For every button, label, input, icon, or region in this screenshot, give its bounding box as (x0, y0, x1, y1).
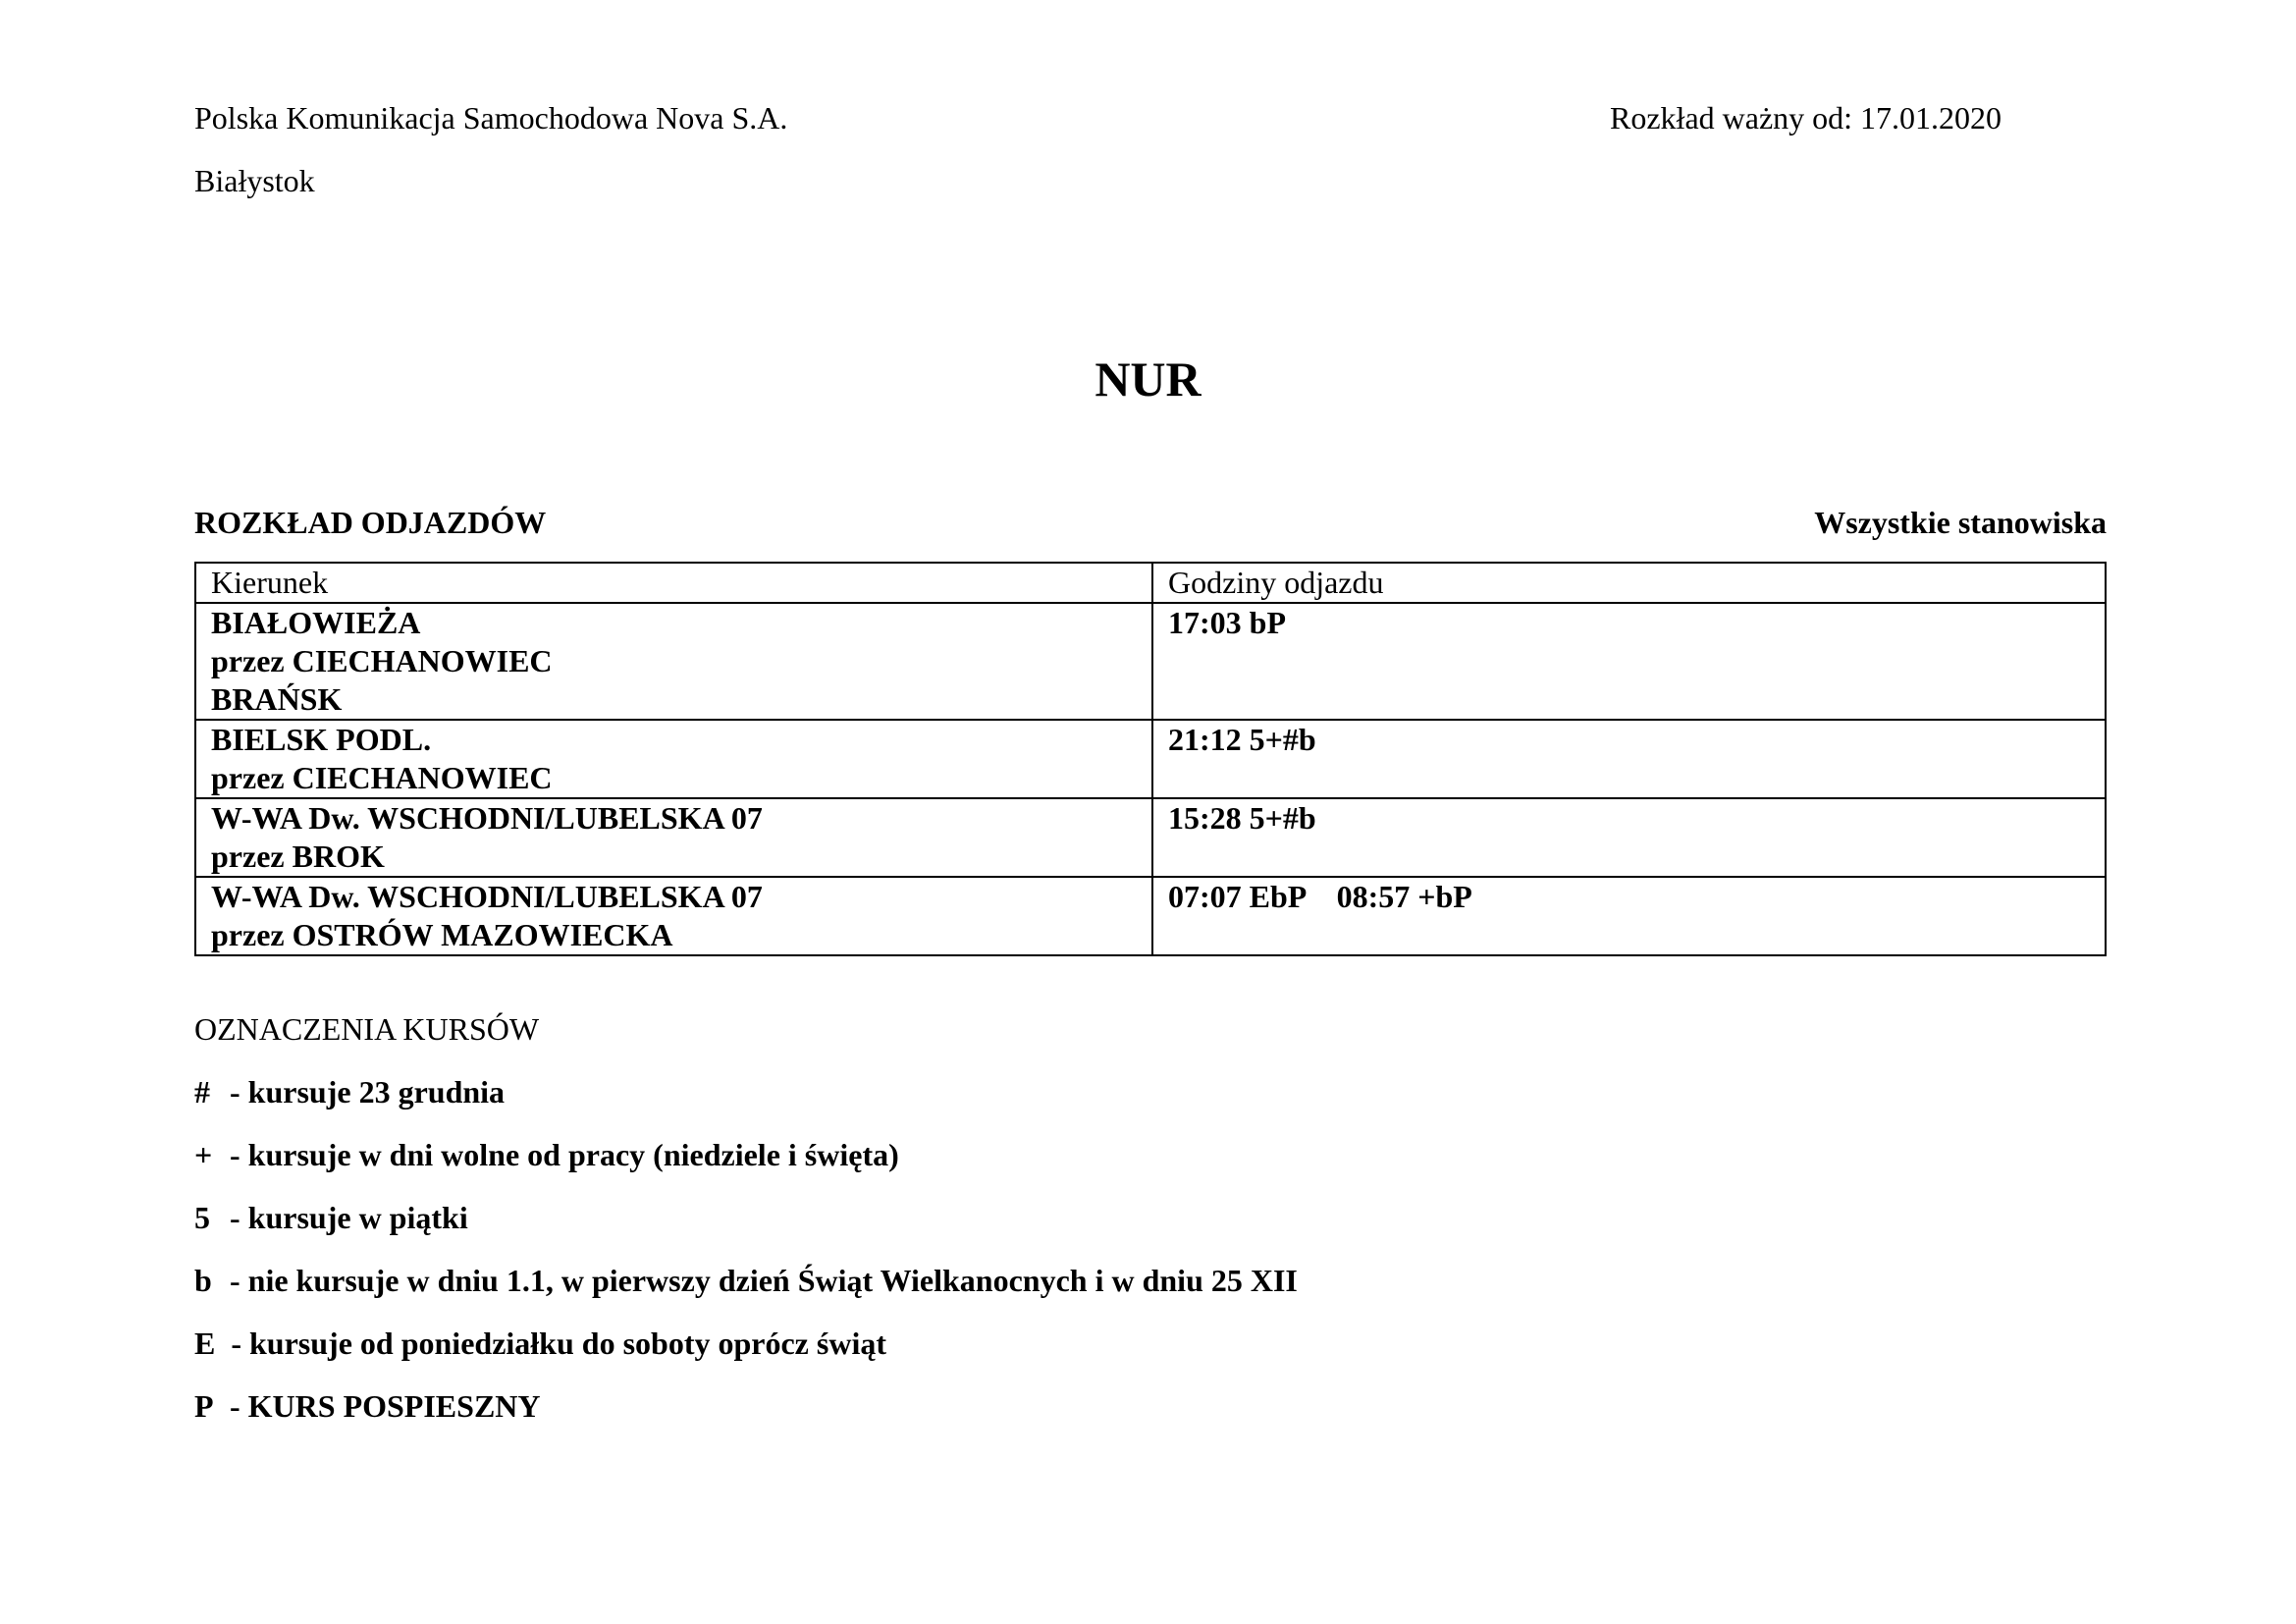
table-header-row (195, 563, 2106, 603)
legend-text: - kursuje 23 grudnia (230, 1074, 506, 1110)
legend-item (194, 1324, 1298, 1386)
direction-cell (195, 877, 1152, 955)
via-stop: przez CIECHANOWIEC (211, 760, 553, 795)
via-stop: BRAŃSK (211, 681, 343, 717)
direction-cell (195, 603, 1152, 720)
departure-times-cell (1152, 603, 2106, 720)
direction-cell (195, 798, 1152, 877)
table-row (195, 877, 2106, 955)
legend-text: - KURS POSPIESZNY (230, 1388, 541, 1424)
legend-item (194, 1261, 1298, 1324)
legend-symbol: b (194, 1263, 212, 1298)
destination: BIAŁOWIEŻA (211, 605, 421, 640)
departure-times-cell (1152, 798, 2106, 877)
legend-text: - kursuje w dni wolne od pracy (niedziele i święta) (230, 1137, 899, 1172)
direction-cell (195, 720, 1152, 798)
departures-table (194, 562, 2107, 956)
via-stop: przez BROK (211, 839, 385, 874)
legend-item (194, 1135, 1298, 1198)
legend-symbol: E (194, 1326, 216, 1361)
legend-symbol: 5 (194, 1200, 210, 1235)
valid-from-date: Rozkład ważny od: 17.01.2020 (1610, 100, 2002, 135)
departures-heading: ROZKŁAD ODJAZDÓW (194, 505, 547, 540)
departure-time: 07:07 EbP (1168, 879, 1306, 914)
legend-list (194, 1072, 1298, 1449)
via-stop: przez CIECHANOWIEC (211, 643, 553, 678)
table-row (195, 798, 2106, 877)
legend-symbol: # (194, 1074, 210, 1110)
table-row (195, 720, 2106, 798)
departure-times-cell (1152, 720, 2106, 798)
departures-header: Godziny odjazdu (1152, 563, 2106, 603)
legend-item (194, 1072, 1298, 1135)
departure-time: 21:12 5+#b (1168, 722, 1316, 757)
departure-times-cell (1152, 877, 2106, 955)
legend-symbol: P (194, 1388, 214, 1424)
legend-text: - nie kursuje w dniu 1.1, w pierwszy dzień Świąt Wielkanocnych i w dniu 25 XII (230, 1263, 1298, 1298)
legend-item (194, 1386, 1298, 1449)
departure-time: 17:03 bP (1168, 605, 1286, 640)
departure-time: 15:28 5+#b (1168, 800, 1316, 836)
legend-symbol: + (194, 1137, 213, 1172)
stations-label: Wszystkie stanowiska (1814, 505, 2107, 540)
stop-name-title: NUR (1095, 352, 1201, 406)
destination: BIELSK PODL. (211, 722, 432, 757)
departure-time: 08:57 +bP (1336, 879, 1472, 914)
legend-text: - kursuje od poniedziałku do soboty oprócz świąt (231, 1326, 886, 1361)
destination: W-WA Dw. WSCHODNI/LUBELSKA 07 (211, 800, 763, 836)
legend-text: - kursuje w piątki (230, 1200, 468, 1235)
via-stop: przez OSTRÓW MAZOWIECKA (211, 917, 673, 952)
company-city: Białystok (194, 163, 315, 198)
company-name: Polska Komunikacja Samochodowa Nova S.A. (194, 100, 788, 135)
legend-title: OZNACZENIA KURSÓW (194, 1011, 540, 1047)
table-row (195, 603, 2106, 720)
destination: W-WA Dw. WSCHODNI/LUBELSKA 07 (211, 879, 763, 914)
legend-item (194, 1198, 1298, 1261)
direction-header: Kierunek (195, 563, 1152, 603)
